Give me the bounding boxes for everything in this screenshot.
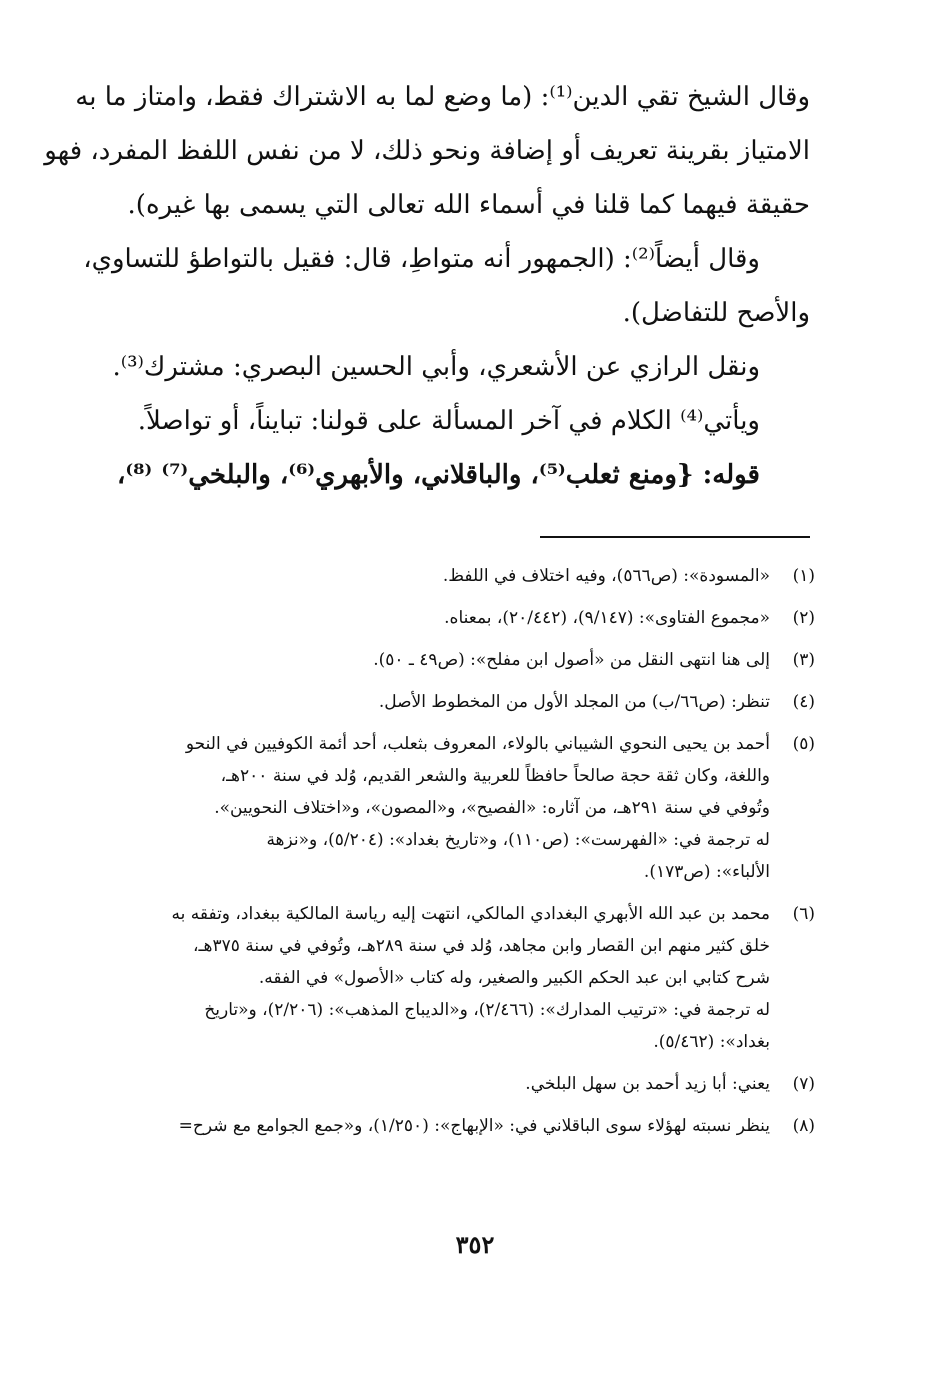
footnote-text (125, 1068, 770, 1100)
main-text-line: وقال الشيخ تقي الدين⁽¹⁾: (ما وضع لما به الاشتراك فقط، وامتاز ما به (75, 82, 810, 112)
main-text-line: ويأتي⁽⁴⁾ الكلام في آخر المسألة على قولنا: تبايناً، أو تواصلاً. (137, 406, 760, 436)
footnote-number: (٦) (792, 904, 815, 924)
footnote-line: واللغة، وكان ثقة حجة صالحاً حافظاً للعربية والشعر القديم، وُلد في سنة ٢٠٠هـ، (220, 766, 770, 786)
footnote-text (125, 644, 770, 676)
footnote-text (125, 560, 770, 592)
footnote-text (125, 898, 770, 1058)
footnote-number: (١) (792, 566, 815, 586)
footnote-number: (٢) (792, 608, 815, 628)
footnote-text (125, 728, 770, 888)
footnote-line: أحمد بن يحيى النحوي الشيباني بالولاء، المعروف بثعلب، أحد أئمة الكوفيين في النحو (185, 734, 770, 754)
footnote-line: وتُوفي في سنة ٢٩١هـ، من آثاره: «الفصيح»، و«المصون»، و«اختلاف النحويين». (214, 798, 770, 818)
footnote-line: له ترجمة في: «الفهرست»: (ص١١٠)، و«تاريخ بغداد»: (٥/٢٠٤)، و«نزهة (266, 830, 770, 850)
footnote-5 (125, 728, 815, 888)
footnote-text (125, 1110, 770, 1142)
main-text-line: وقال أيضاً⁽²⁾: (الجمهور أنه متواطِ، قال: فقيل بالتواطؤ للتساوي، (83, 244, 760, 274)
footnote-number: (٥) (792, 734, 815, 754)
footnote-separator (540, 536, 810, 538)
footnote-text (125, 686, 770, 718)
footnote-6 (125, 898, 815, 1058)
footnote-number: (٣) (792, 650, 815, 670)
footnote-number: (٧) (792, 1074, 815, 1094)
footnote-line: إلى هنا انتهى النقل من «أصول ابن مفلح»: (ص٤٩ ـ ٥٠). (373, 650, 770, 670)
page-number: ٣٥٢ (455, 1230, 495, 1259)
footnote-8 (125, 1110, 815, 1142)
footnote-text (125, 602, 770, 634)
footnote-7 (125, 1068, 815, 1100)
quoted-matn-line: قوله: {ومنع ثعلب⁽⁵⁾، والباقلاني، والأبهري⁽⁶⁾، والبلخي⁽⁷⁾ ⁽⁸⁾، (117, 460, 760, 490)
footnote-1 (125, 560, 815, 592)
footnote-line: «المسودة»: (ص٥٦٦)، وفيه اختلاف في اللفظ. (442, 566, 770, 586)
footnote-line: بغداد»: (٥/٤٦٢). (653, 1032, 770, 1052)
footnotes (125, 560, 815, 1152)
footnote-number: (٤) (792, 692, 815, 712)
footnote-number: (٨) (792, 1116, 815, 1136)
main-text-line: ونقل الرازي عن الأشعري، وأبي الحسين البصري: مشترك⁽³⁾. (112, 352, 760, 382)
footnote-line: الألباء»: (ص١٧٣). (643, 862, 770, 882)
footnote-line: له ترجمة في: «ترتيب المدارك»: (٢/٤٦٦)، و«الديباج المذهب»: (٢/٢٠٦)، و«تاريخ (204, 1000, 770, 1020)
main-text-line: والأصح للتفاضل). (622, 298, 810, 328)
footnote-line: تنظر: (ص٦٦/ب) من المجلد الأول من المخطوط الأصل. (378, 692, 770, 712)
footnote-4 (125, 686, 815, 718)
footnote-line: شرح كتابي ابن عبد الحكم الكبير والصغير، وله كتاب «الأصول» في الفقه. (258, 968, 770, 988)
footnote-2 (125, 602, 815, 634)
footnote-line: محمد بن عبد الله الأبهري البغدادي المالكي، انتهت إليه رياسة المالكية ببغداد، وتفقه به (171, 904, 770, 924)
footnote-line: ينظر نسبته لهؤلاء سوى الباقلاني في: «الإبهاج»: (١/٢٥٠)، و«جمع الجوامع مع شرح= (178, 1116, 770, 1136)
footnote-3 (125, 644, 815, 676)
footnote-line: «مجموع الفتاوى»: (٩/١٤٧)، (٢٠/٤٤٢)، بمعناه. (444, 608, 770, 628)
footnote-line: يعني: أبا زيد أحمد بن سهل البلخي. (525, 1074, 770, 1094)
footnote-line: خلق كثير منهم ابن القصار وابن مجاهد، وُلد في سنة ٢٨٩هـ، وتُوفي في سنة ٣٧٥هـ، (193, 936, 770, 956)
main-text-line: الامتياز بقرينة تعريف أو إضافة ونحو ذلك، لا من نفس اللفظ المفرد، فهو (44, 136, 810, 166)
main-text-line: حقيقة فيهما كما قلنا في أسماء الله تعالى التي يسمى بها غيره). (127, 190, 810, 220)
main-text (44, 70, 810, 502)
